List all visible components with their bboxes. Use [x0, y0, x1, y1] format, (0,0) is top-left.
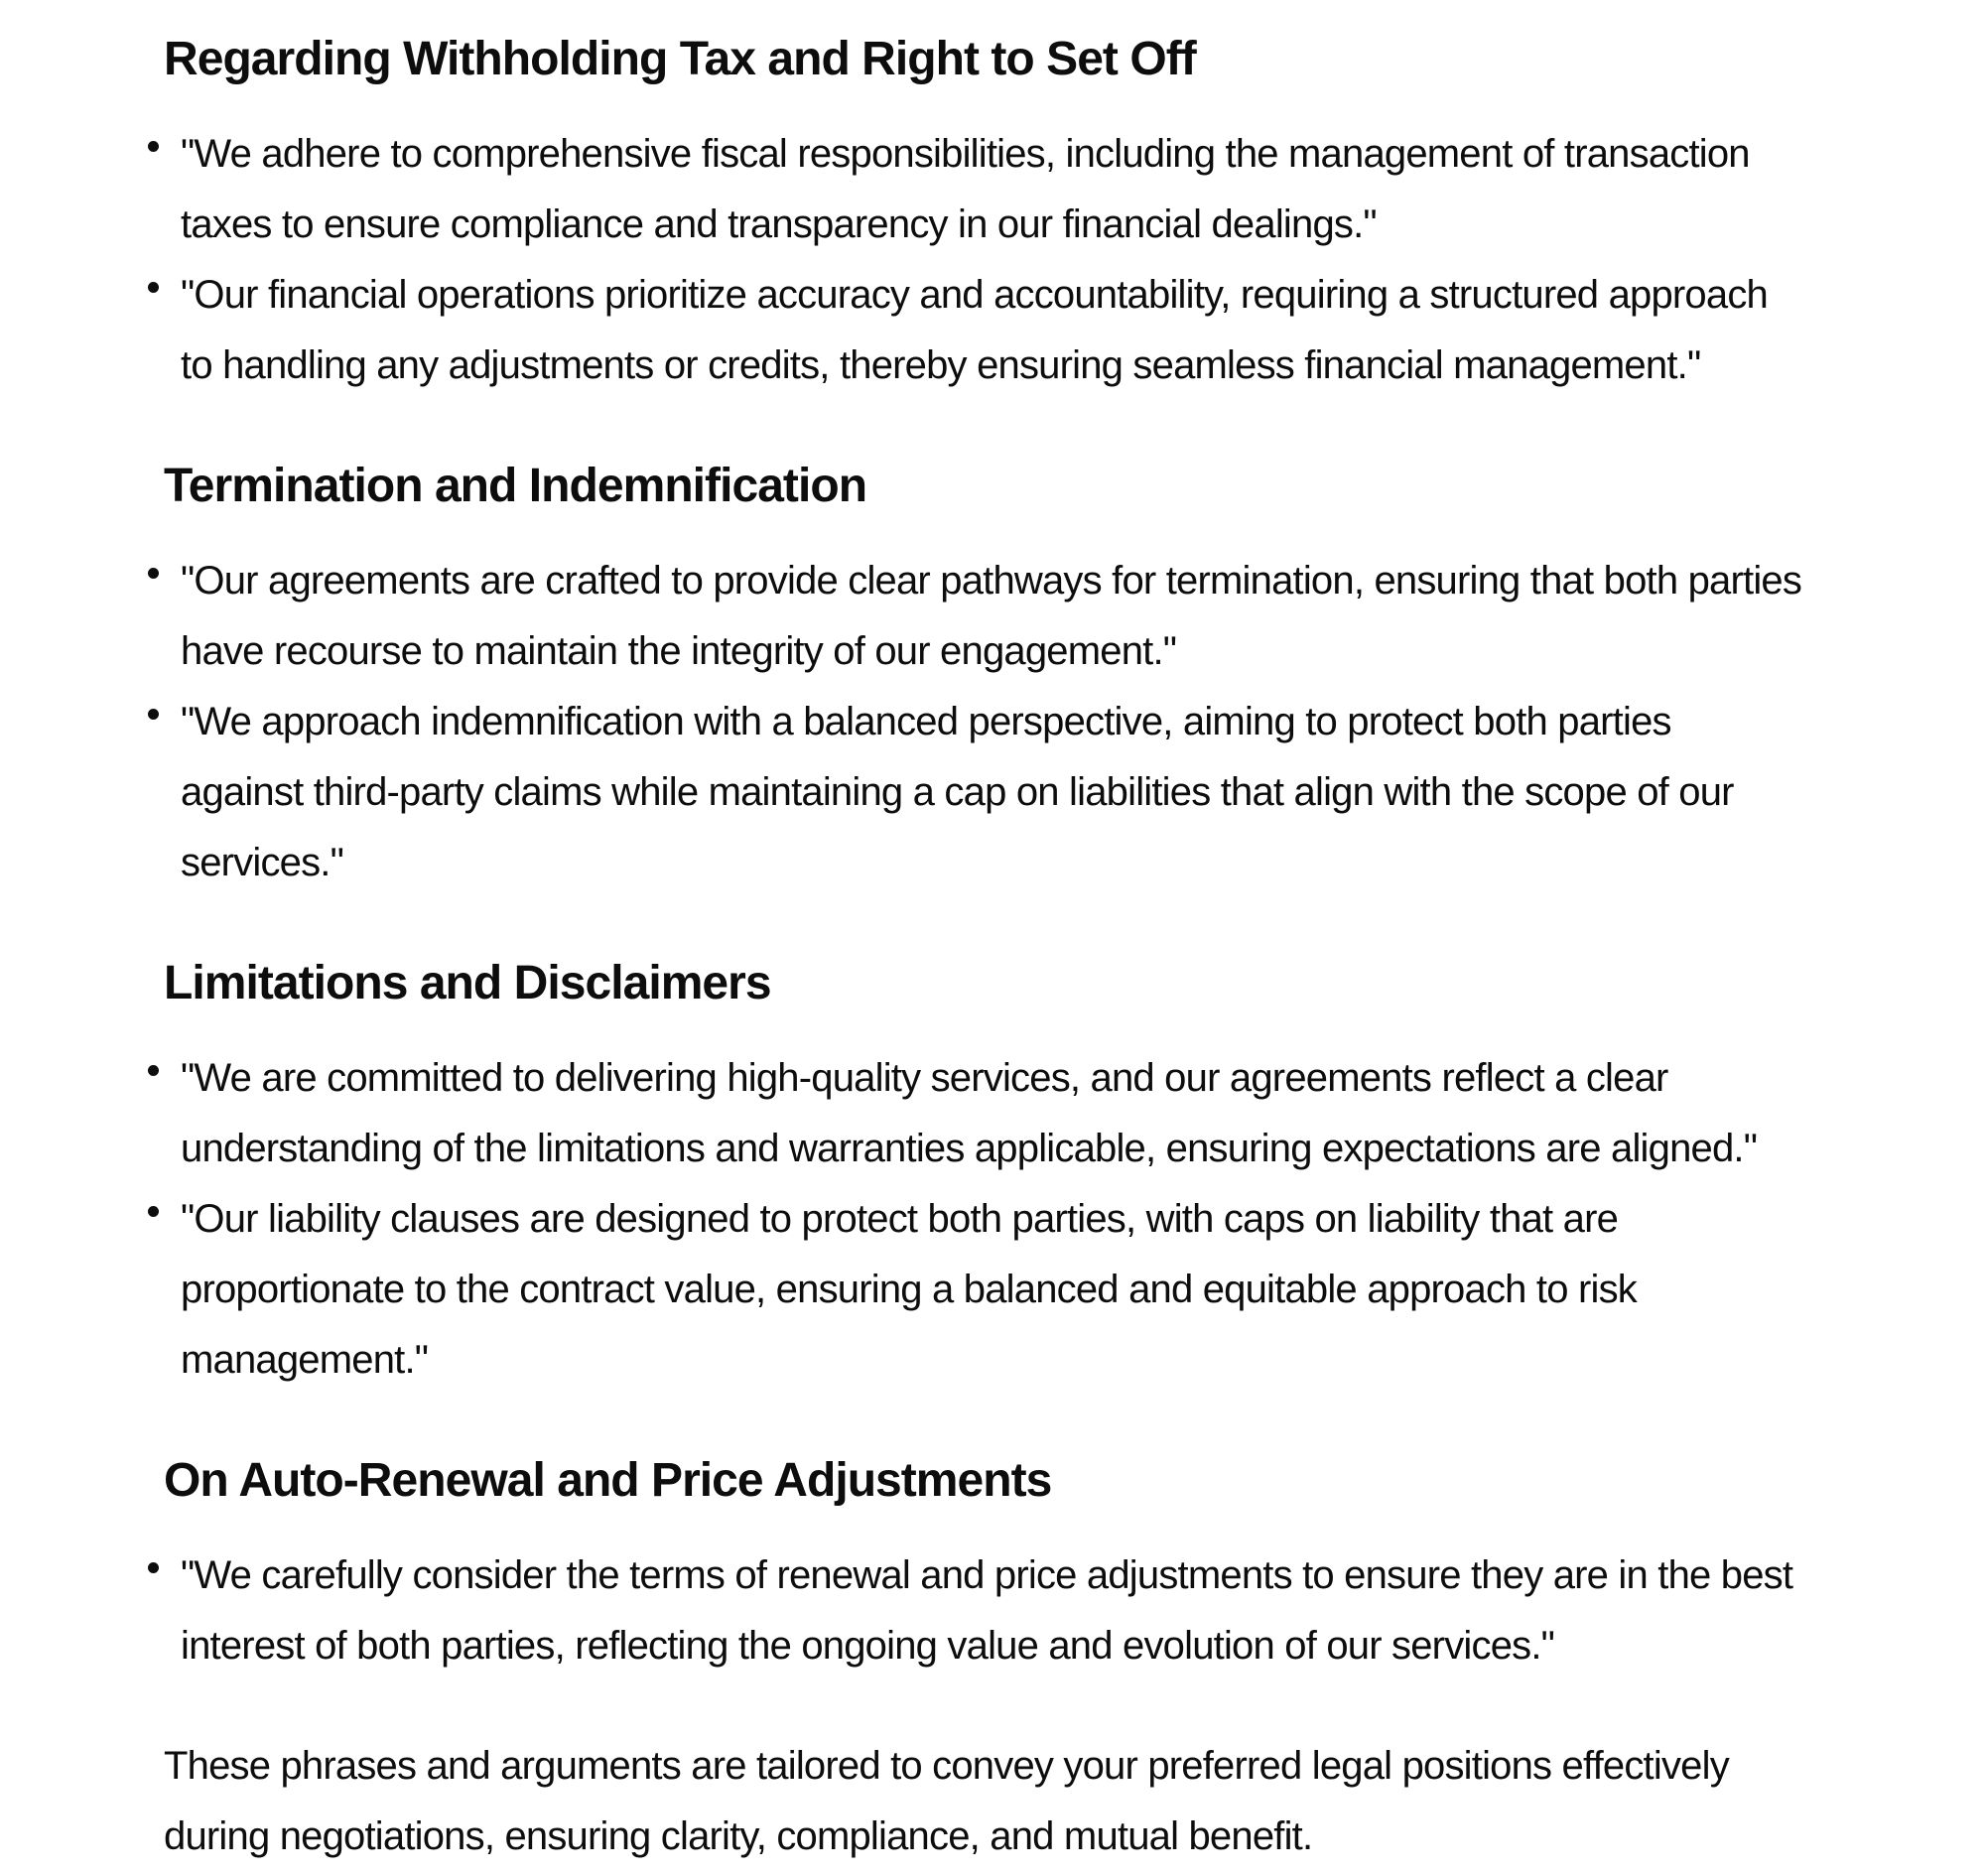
list-item-line: management." [181, 1338, 429, 1382]
section-heading: On Auto-Renewal and Price Adjustments [164, 1454, 1052, 1507]
list-item [181, 260, 1945, 401]
list-item-line: "We approach indemnification with a balanced perspective, aiming to protect both parties [181, 700, 1671, 743]
list-item-line: "Our financial operations prioritize accuracy and accountability, requiring a structured approach [181, 273, 1768, 317]
bullet-list [164, 119, 1945, 401]
section-withholding-tax [164, 30, 1945, 401]
list-item [181, 1184, 1945, 1396]
list-item-line: services." [181, 841, 344, 884]
list-item-line: to handling any adjustments or credits, thereby ensuring seamless financial management." [181, 343, 1701, 387]
list-item-line: "We carefully consider the terms of renewal and price adjustments to ensure they are in the best [181, 1553, 1793, 1597]
bullet-list [164, 546, 1945, 898]
list-item-line: "We are committed to delivering high-quality services, and our agreements reflect a clear [181, 1056, 1668, 1100]
list-item-line: interest of both parties, reflecting the ongoing value and evolution of our services." [181, 1624, 1555, 1668]
list-item-line: proportionate to the contract value, ensuring a balanced and equitable approach to risk [181, 1268, 1637, 1311]
list-item-line: understanding of the limitations and warranties applicable, ensuring expectations are aligned." [181, 1127, 1758, 1170]
section-limitations-disclaimers [164, 954, 1945, 1396]
section-heading: Termination and Indemnification [164, 460, 867, 512]
section-heading: Regarding Withholding Tax and Right to Set Off [164, 33, 1196, 85]
list-item [181, 119, 1945, 260]
list-item [181, 687, 1945, 898]
list-item [181, 1043, 1945, 1184]
bullet-list [164, 1541, 1945, 1681]
list-item-line: taxes to ensure compliance and transparency in our financial dealings." [181, 202, 1377, 246]
list-item [181, 1541, 1945, 1681]
closing-line: These phrases and arguments are tailored to convey your preferred legal positions effectively [164, 1744, 1729, 1788]
bullet-list [164, 1043, 1945, 1396]
list-item-line: against third-party claims while maintaining a cap on liabilities that align with the scope of our [181, 770, 1734, 814]
section-heading: Limitations and Disclaimers [164, 957, 771, 1009]
closing-line: during negotiations, ensuring clarity, compliance, and mutual benefit. [164, 1814, 1313, 1858]
section-auto-renewal-price [164, 1451, 1945, 1681]
list-item-line: have recourse to maintain the integrity of our engagement." [181, 629, 1177, 673]
list-item-line: "We adhere to comprehensive fiscal responsibilities, including the management of transaction [181, 132, 1750, 176]
list-item-line: "Our agreements are crafted to provide clear pathways for termination, ensuring that both parties [181, 559, 1802, 603]
list-item-line: "Our liability clauses are designed to protect both parties, with caps on liability that are [181, 1197, 1619, 1241]
list-item [181, 546, 1945, 687]
closing-paragraph [164, 1731, 1945, 1872]
section-termination-indemnification [164, 457, 1945, 898]
